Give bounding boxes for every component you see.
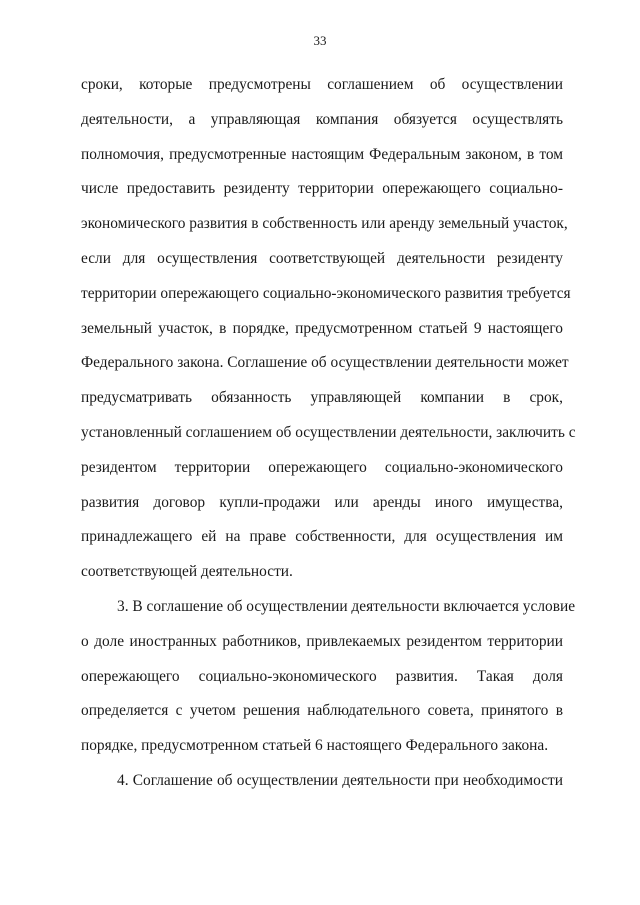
text-line: земельный участок, в порядке, предусмотренном статьей 9 настоящего [81,320,563,337]
text-line: соответствующей деятельности. [81,563,293,580]
text-line: развития договор купли-продажи или аренды иного имущества, [81,494,563,511]
text-line: если для осуществления соответствующей деятельности резиденту [81,250,563,267]
text-line: предусматривать обязанность управляющей компании в срок, [81,389,563,406]
text-line: опережающего социально-экономического развития. Такая доля [81,668,563,685]
text-line: деятельности, а управляющая компания обязуется осуществлять [81,111,563,128]
text-line: резидентом территории опережающего социально-экономического [81,459,563,476]
text-line: установленный соглашением об осуществлении деятельности, заключить с [81,424,576,441]
text-line: сроки, которые предусмотрены соглашением об осуществлении [81,76,563,93]
text-line: о доле иностранных работников, привлекаемых резидентом территории [81,633,563,650]
text-line: определяется с учетом решения наблюдательного совета, принятого в [81,702,563,719]
text-line: экономического развития в собственность или аренду земельный участок, [81,215,568,232]
text-line: Федерального закона. Соглашение об осуществлении деятельности может [81,354,569,371]
text-line: порядке, предусмотренном статьей 6 настоящего Федерального закона. [81,737,549,754]
text-line: территории опережающего социально-экономического развития требуется [81,285,571,302]
text-line: числе предоставить резиденту территории опережающего социально- [81,180,563,197]
text-line: полномочия, предусмотренные настоящим Федеральным законом, в том [81,146,563,163]
text-line: принадлежащего ей на праве собственности, для осуществления им [81,528,563,545]
text-line: 3. В соглашение об осуществлении деятельности включается условие [117,598,576,615]
text-line: 4. Соглашение об осуществлении деятельности при необходимости [117,772,563,789]
page-number: 33 [313,33,327,48]
